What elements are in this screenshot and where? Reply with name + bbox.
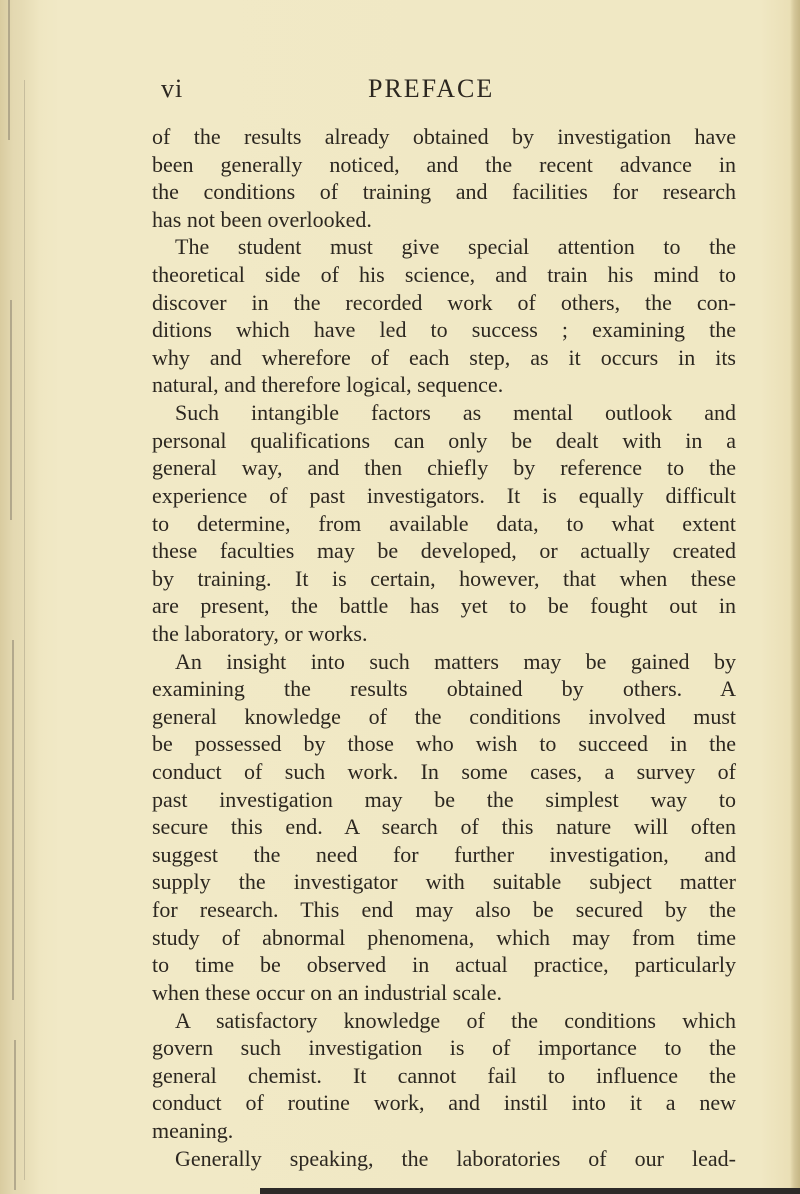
- text-line: to time be observed in actual practice, particularly: [152, 952, 736, 978]
- paragraph-start-line: Generally speaking, the laboratories of our lead-: [175, 1145, 736, 1171]
- page-number: vi: [161, 74, 184, 103]
- page-header: [161, 72, 661, 106]
- text-line: natural, and therefore logical, sequence.: [152, 372, 504, 398]
- text-line: conduct of routine work, and instil into it a new: [152, 1090, 736, 1116]
- text-line: suggest the need for further investigation, and: [152, 841, 736, 867]
- gutter-shadow-line: [10, 300, 12, 520]
- running-title: PREFACE: [368, 74, 495, 103]
- text-line: been generally noticed, and the recent advance in: [152, 151, 736, 177]
- binding-gutter: [0, 0, 40, 1194]
- gutter-shadow-line: [8, 0, 10, 140]
- text-line: has not been overlooked.: [152, 206, 372, 232]
- text-line: be possessed by those who wish to succeed in the: [152, 731, 736, 757]
- text-line: the laboratory, or works.: [152, 620, 368, 646]
- text-line: general way, and then chiefly by reference to the: [152, 455, 736, 481]
- gutter-shadow-line: [12, 640, 14, 1000]
- text-line: meaning.: [152, 1117, 234, 1143]
- text-line: conduct of such work. In some cases, a survey of: [152, 759, 736, 785]
- text-line: personal qualifications can only be dealt with in a: [152, 427, 736, 453]
- page-right-edge: [790, 0, 800, 1194]
- paragraph-start-line: Such intangible factors as mental outlook and: [175, 400, 736, 426]
- paragraph-start-line: A satisfactory knowledge of the conditions which: [175, 1007, 736, 1033]
- text-line: to determine, from available data, to what extent: [152, 510, 736, 536]
- paragraph-start-line: An insight into such matters may be gained by: [175, 648, 736, 674]
- text-line: of the results already obtained by investigation have: [152, 124, 736, 149]
- text-line: general chemist. It cannot fail to influence the: [152, 1062, 736, 1088]
- text-line: supply the investigator with suitable subject matter: [152, 869, 736, 895]
- scan-bottom-edge: [260, 1188, 800, 1194]
- text-line: why and wherefore of each step, as it occurs in its: [152, 344, 736, 370]
- text-line: study of abnormal phenomena, which may from time: [152, 924, 736, 950]
- text-line: general knowledge of the conditions involved must: [152, 703, 736, 729]
- body-text: [152, 123, 736, 1172]
- text-line: theoretical side of his science, and train his mind to: [152, 262, 736, 288]
- text-line: by training. It is certain, however, that when these: [152, 565, 736, 591]
- paragraph-start-line: The student must give special attention to the: [175, 234, 736, 260]
- text-line: past investigation may be the simplest way to: [152, 786, 736, 812]
- text-line: discover in the recorded work of others, the con-: [152, 289, 736, 315]
- gutter-shadow-line: [14, 1040, 16, 1190]
- text-line: these faculties may be developed, or actually created: [152, 538, 736, 564]
- text-line: govern such investigation is of importance to the: [152, 1035, 736, 1061]
- text-line: are present, the battle has yet to be fought out in: [152, 593, 736, 619]
- text-line: secure this end. A search of this nature will often: [152, 814, 736, 840]
- text-line: ditions which have led to success ; examining the: [152, 317, 736, 343]
- text-line: examining the results obtained by others. A: [152, 676, 736, 702]
- text-line: when these occur on an industrial scale.: [152, 979, 503, 1005]
- text-line: experience of past investigators. It is equally difficult: [152, 482, 736, 508]
- text-line: the conditions of training and facilities for research: [152, 179, 736, 205]
- gutter-shadow-line: [24, 80, 25, 1180]
- text-line: for research. This end may also be secured by the: [152, 897, 736, 923]
